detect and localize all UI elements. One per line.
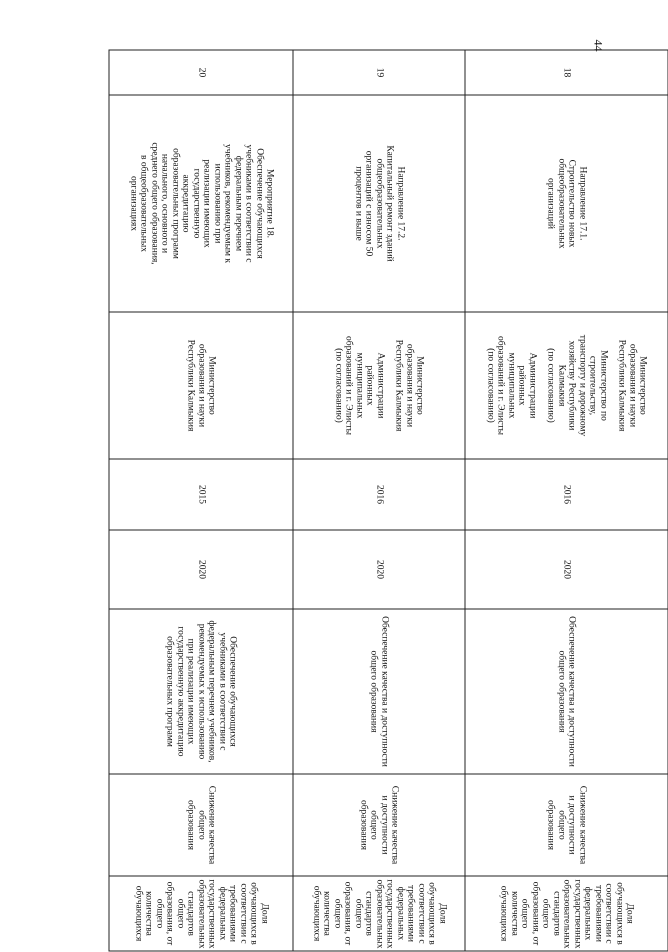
- cell-line: образований и г. Элисты: [343, 336, 354, 435]
- table-row: [464, 50, 667, 951]
- expected-result-cell: [464, 609, 667, 774]
- cell-line: образований и г. Элисты: [495, 336, 506, 435]
- cell-line: обучающихся: [498, 885, 509, 942]
- cell-line: федеральным перечнем учебников,: [206, 620, 217, 763]
- executors-cell: [464, 312, 667, 459]
- start-year-cell: 2016: [293, 459, 464, 530]
- cell-line: (по согласованию): [332, 348, 343, 423]
- page-number: 44: [591, 39, 606, 52]
- cell-line: обучающихся: [132, 885, 143, 942]
- cell-line: организаций: [545, 177, 556, 229]
- cell-line: образовательных: [195, 879, 206, 949]
- cell-line: образования и науки: [195, 343, 206, 428]
- cell-line: Администрации: [526, 352, 537, 419]
- activity-name-cell: [293, 95, 464, 312]
- cell-line: образования: [545, 799, 556, 851]
- cell-line: государственную: [190, 168, 201, 239]
- expected-result-cell: [293, 609, 464, 774]
- cell-line: соответствии с: [237, 883, 248, 944]
- cell-line: Республики Калмыкия: [616, 339, 627, 432]
- cell-line: использованию при: [211, 163, 222, 244]
- executor-group: [616, 316, 648, 456]
- cell-line: общего количества: [508, 891, 530, 936]
- cell-line: районных: [516, 365, 527, 406]
- consequence-cell: [293, 774, 464, 876]
- end-year-cell: 2020: [464, 530, 667, 609]
- row-number-cell: 20: [109, 50, 293, 95]
- cell-line: Доля обучающихся в: [613, 882, 635, 945]
- cell-line: образовательных: [561, 879, 572, 949]
- indicator-cell: [109, 876, 293, 951]
- cell-line: в общеобразовательных: [138, 155, 149, 252]
- cell-line: транспорту и дорожному: [576, 334, 587, 437]
- cell-line: при реализации имеющих: [185, 638, 196, 745]
- table-row: [109, 50, 293, 951]
- cell-line: Снижение качества: [206, 785, 217, 865]
- cell-line: образования: [357, 799, 368, 851]
- consequence-cell: [464, 774, 667, 876]
- cell-line: требованиями: [227, 884, 238, 943]
- cell-line: Министерство: [414, 356, 425, 415]
- cell-line: государственных: [384, 879, 395, 949]
- cell-line: образовательных программ: [169, 148, 180, 259]
- cell-line: общего образования: [555, 650, 566, 733]
- cell-line: образования и науки: [626, 343, 637, 428]
- cell-line: стандартов общего: [352, 891, 374, 936]
- cell-line: Министерство: [206, 356, 217, 415]
- activity-name-cell: [109, 95, 293, 312]
- cell-line: Министерство: [637, 356, 648, 415]
- cell-line: федеральным перечнем: [232, 155, 243, 252]
- cell-line: строительству,: [587, 355, 598, 416]
- cell-line: Обеспечение качества и доступности: [378, 616, 389, 767]
- cell-line: требованиями: [592, 884, 603, 943]
- cell-line: общеобразовательных: [555, 158, 566, 249]
- cell-line: общего: [555, 810, 566, 840]
- cell-line: реализации имеющих: [201, 159, 212, 248]
- cell-line: организациях: [127, 175, 138, 232]
- end-year-cell: 2020: [293, 530, 464, 609]
- cell-line: соответствии с: [415, 883, 426, 944]
- cell-line: учебников, рекомендуемым к: [222, 144, 233, 263]
- cell-line: общего образования: [368, 650, 379, 733]
- cell-line: Администрации: [374, 352, 385, 419]
- cell-line: хозяйству Республики: [566, 340, 577, 431]
- cell-line: Республики Калмыкия: [185, 339, 196, 432]
- cell-line: Снижение качества: [576, 785, 587, 865]
- cell-line: Обеспечение обучающихся: [227, 636, 238, 747]
- cell-line: муниципальных: [505, 352, 516, 419]
- cell-line: государственных: [206, 879, 217, 949]
- cell-line: соответствии с: [603, 883, 614, 944]
- cell-line: образования, от: [529, 881, 540, 946]
- start-year-cell: 2016: [464, 459, 667, 530]
- cell-line: Направление 17.2.: [394, 166, 405, 241]
- row-number-cell: 19: [293, 50, 464, 95]
- cell-line: общеобразовательных: [373, 158, 384, 249]
- cell-line: аккредитацию: [180, 174, 191, 233]
- cell-line: федеральных: [394, 886, 405, 941]
- executor-group: [332, 316, 385, 456]
- cell-line: общего количества: [321, 891, 342, 936]
- program-activities-table: [108, 50, 668, 952]
- cell-line: Снижение качества: [389, 785, 400, 865]
- cell-line: процентов и выше: [352, 166, 363, 241]
- start-year-cell: 2015: [109, 459, 293, 530]
- cell-line: (по согласованию): [484, 348, 495, 423]
- cell-line: федеральных: [582, 886, 593, 941]
- cell-line: общего: [195, 810, 206, 840]
- cell-line: государственных: [571, 879, 582, 949]
- table-row: [293, 50, 464, 951]
- cell-line: Республики Калмыкия: [393, 339, 404, 432]
- cell-line: учебниками в соответствии с: [216, 632, 227, 751]
- cell-line: начального, основного и: [159, 153, 170, 254]
- cell-line: среднего общего образования,: [148, 142, 159, 265]
- cell-line: Обеспечение обучающихся: [253, 148, 264, 259]
- cell-line: государственную аккредитацию: [174, 626, 185, 757]
- cell-line: стандартов общего: [174, 891, 196, 936]
- cell-line: Капитальный ремонт зданий: [384, 145, 395, 262]
- cell-line: Доля обучающихся в: [426, 882, 447, 945]
- cell-line: образования и науки: [403, 343, 414, 428]
- cell-line: стандартов общего: [540, 891, 561, 936]
- cell-line: обучающихся: [310, 885, 321, 942]
- cell-line: Направление 17.1.: [576, 166, 587, 241]
- end-year-cell: 2020: [109, 530, 293, 609]
- cell-line: Строительство новых: [566, 159, 577, 248]
- cell-line: учебниками в соответствии с: [243, 144, 254, 263]
- cell-line: и доступности: [566, 795, 577, 855]
- cell-line: и доступности: [378, 795, 389, 855]
- indicator-cell: [464, 876, 667, 951]
- cell-line: Обеспечение качества и доступности: [566, 616, 577, 767]
- expected-result-cell: [109, 609, 293, 774]
- cell-line: образовательных программ: [164, 636, 175, 747]
- cell-line: (по согласованию): [545, 348, 556, 423]
- executor-group: [185, 316, 217, 456]
- cell-line: Калмыкия: [555, 364, 566, 407]
- cell-line: общего: [368, 810, 379, 840]
- cell-line: муниципальных: [353, 352, 364, 419]
- cell-line: образования, от: [342, 881, 353, 946]
- cell-line: федеральных: [216, 886, 227, 941]
- cell-line: Доля обучающихся в: [248, 882, 269, 945]
- cell-line: районных: [364, 365, 375, 406]
- cell-line: Мероприятие 18.: [264, 168, 275, 239]
- cell-line: общего количества: [143, 891, 164, 936]
- cell-line: организаций с износом 50: [363, 150, 374, 257]
- executors-cell: [109, 312, 293, 459]
- rotated-table-container: [108, 50, 668, 949]
- executor-group: [545, 316, 608, 456]
- executor-group: [484, 316, 537, 456]
- cell-line: Министерство по: [597, 350, 608, 421]
- row-number-cell: 18: [464, 50, 667, 95]
- consequence-cell: [109, 774, 293, 876]
- cell-line: образовательных: [373, 879, 384, 949]
- activity-name-cell: [464, 95, 667, 312]
- executors-cell: [293, 312, 464, 459]
- cell-line: рекомендуемых к использованию: [195, 623, 206, 760]
- cell-line: образования: [185, 799, 196, 851]
- cell-line: требованиями: [405, 884, 416, 943]
- cell-line: образования, от: [164, 881, 175, 946]
- executor-group: [393, 316, 425, 456]
- indicator-cell: [293, 876, 464, 951]
